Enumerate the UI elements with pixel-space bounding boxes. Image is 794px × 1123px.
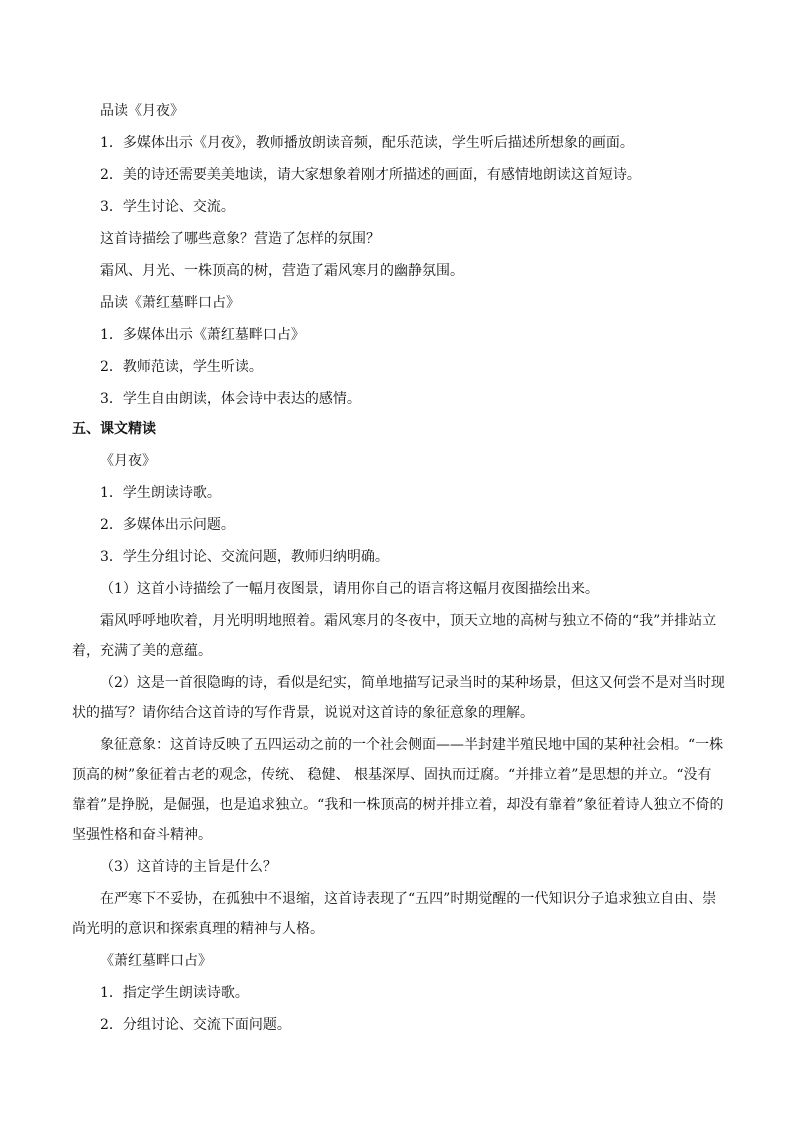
answer-line: 坚强性格和奋斗精神。 (72, 827, 212, 843)
paragraph-line: 2．多媒体出示问题。 (100, 517, 235, 533)
paragraph-line: 3．学生自由朗读，体会诗中表达的感情。 (100, 391, 361, 407)
paragraph-line: 1．多媒体出示《月夜》，教师播放朗读音频，配乐范读，学生听后描述所想象的画面。 (100, 135, 634, 151)
paragraph-line: 3．学生讨论、交流。 (100, 199, 235, 215)
question-2: （2）这是一首很隐晦的诗，看似是纪实，简单地描写记录当时的某种场景，但这又何尝不是对当时现 (100, 675, 725, 691)
answer-line: 在严寒下不妥协，在孤独中不退缩，这首诗表现了“五四”时期觉醒的一代知识分子追求独立自由、崇 (100, 891, 717, 907)
question-2-cont: 状的描写？请你结合这首诗的写作背景，说说对这首诗的象征意象的理解。 (72, 705, 534, 721)
paragraph-line: 2．美的诗还需要美美地读，请大家想象着刚才所描述的画面，有感情地朗读这首短诗。 (100, 167, 641, 183)
section-title-xiaohong: 品读《萧红墓畔口占》 (100, 295, 240, 311)
subsection-title-xiaohong: 《萧红墓畔口占》 (100, 953, 212, 969)
paragraph-line: 这首诗描绘了哪些意象？营造了怎样的氛围？ (100, 231, 380, 247)
answer-line: 顶高的树”象征着古老的观念，传统、 稳健、 根基深厚、固执而迂腐。“并排立着”是思想的并立。“没有 (72, 767, 712, 783)
paragraph-line: 1．指定学生朗读诗歌。 (100, 985, 249, 1001)
section-heading: 五、课文精读 (72, 421, 156, 437)
answer-line: 着，充满了美的意蕴。 (72, 643, 212, 659)
paragraph-line: 霜风、月光、一株顶高的树，营造了霜风寒月的幽静氛围。 (100, 263, 464, 279)
answer-line: 象征意象：这首诗反映了五四运动之前的一个社会侧面——半封建半殖民地中国的某种社会相。“一株 (100, 737, 724, 753)
question-1: （1）这首小诗描绘了一幅月夜图景，请用你自己的语言将这幅月夜图描绘出来。 (100, 581, 599, 597)
section-title-yueye: 品读《月夜》 (100, 103, 184, 119)
subsection-title-yueye: 《月夜》 (100, 453, 156, 469)
answer-line: 霜风呼呼地吹着，月光明明地照着。霜风寒月的冬夜中，顶天立地的高树与独立不倚的“我”并排站立 (100, 613, 717, 629)
question-3: （3）这首诗的主旨是什么？ (100, 859, 277, 875)
paragraph-line: 2．教师范读，学生听读。 (100, 359, 263, 375)
paragraph-line: 1．多媒体出示《萧红墓畔口占》 (100, 327, 305, 343)
answer-line: 靠着”是挣脱，是倔强，也是追求独立。“我和一株顶高的树并排立着，却没有靠着”象征着诗人独立不倚的 (72, 797, 724, 813)
paragraph-line: 3．学生分组讨论、交流问题，教师归纳明确。 (100, 549, 389, 565)
paragraph-line: 1．学生朗读诗歌。 (100, 485, 221, 501)
paragraph-line: 2．分组讨论、交流下面问题。 (100, 1017, 291, 1033)
answer-line: 尚光明的意识和探索真理的精神与人格。 (72, 921, 324, 937)
